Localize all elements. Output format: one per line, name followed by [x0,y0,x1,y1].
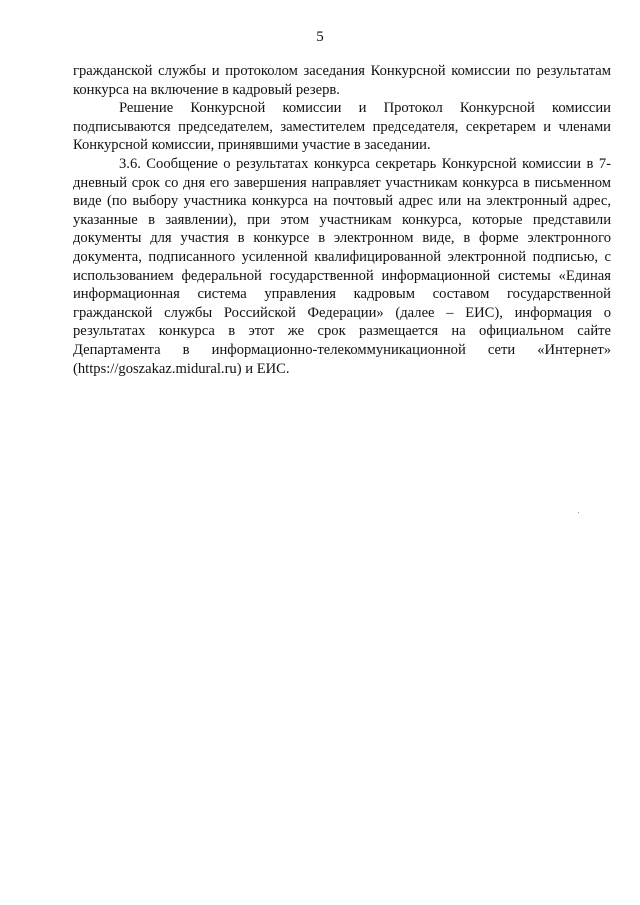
document-body [73,62,611,378]
paragraph-signing: Решение Конкурсной комиссии и Протокол Конкурсной комиссии подписываются председателем, заместителем председателя, секретарем и членами Конкурсной комиссии, принявшими участие в заседании. [73,100,611,154]
page-number: 5 [316,29,324,45]
paragraph-3-6-results-notice: 3.6. Сообщение о результатах конкурса секретарь Конкурсной комиссии в 7-дневный срок со дня его завершения направляет участникам конкурса в письменном виде (по выбору участника конкурса на почтовый адрес или на электронный адрес, указанные в заявлении), при этом участникам конкурса, которые представили документы для участия в конкурсе в электронном виде, в форме электронного документа, подписанного усиленной квалифицированной электронной подписью, с использованием федеральной государственной информационной системы «Единая информационная система управления кадровым составом государственной гражданской службы Российской Федерации» (далее – ЕИС), информация о результатах конкурса в этот же срок размещается на официальном сайте Департамента в информационно-телекоммуникационной сети «Интернет» (https://goszakaz.midural.ru) и ЕИС. [73,155,611,377]
paragraph-continuation: гражданской службы и протоколом заседания Конкурсной комиссии по результатам конкурса на включение в кадровый резерв. [73,63,611,98]
scan-speck [578,512,579,513]
